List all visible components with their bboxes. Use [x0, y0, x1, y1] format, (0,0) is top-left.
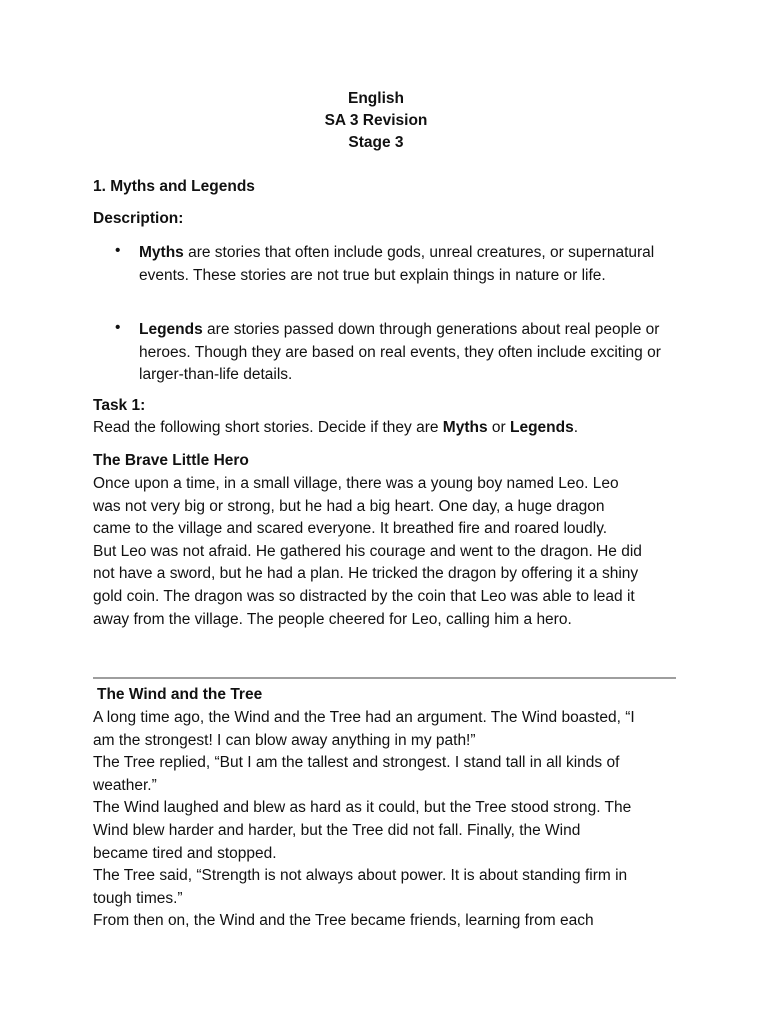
bullet-icon: •	[115, 319, 121, 336]
story-line: But Leo was not afraid. He gathered his courage and went to the dragon. He did	[93, 542, 642, 560]
legends-definition: are stories passed down through generations about real people or heroes. Though they are based on real events, they often include exciting or larger-than-life details.	[139, 321, 661, 384]
story-line: gold coin. The dragon was so distracted by the coin that Leo was able to lead it	[93, 587, 635, 605]
story-line: The Tree replied, “But I am the tallest and strongest. I stand tall in all kinds of	[93, 754, 620, 772]
term-myths: Myths	[139, 244, 184, 261]
or-text: or	[487, 419, 510, 436]
page-header	[226, 88, 526, 154]
story-line: From then on, the Wind and the Tree became friends, learning from each	[93, 912, 594, 930]
myths-keyword: Myths	[442, 419, 488, 436]
period-text: .	[573, 419, 579, 436]
story-line: not have a sword, but he had a plan. He tricked the dragon by offering it a shiny	[93, 565, 639, 583]
description-label: Description:	[93, 210, 184, 227]
story-line: Wind blew harder and harder, but the Tree did not fall. Finally, the Wind	[93, 821, 581, 839]
stage-title: Stage 3	[348, 134, 404, 151]
story-line: A long time ago, the Wind and the Tree had an argument. The Wind boasted, “I	[93, 709, 635, 726]
subject-title: English	[348, 90, 404, 107]
story-line: weather.”	[93, 776, 157, 794]
story-line: The Wind laughed and blew as hard as it could, but the Tree stood strong. The	[93, 799, 632, 817]
story-line: tough times.”	[93, 889, 183, 907]
bullet-icon: •	[115, 242, 121, 259]
term-legends: Legends	[139, 321, 203, 338]
story-title: The Brave Little Hero	[93, 452, 249, 469]
myths-definition: are stories that often include gods, unreal creatures, or supernatural events. These stories are not true but explain things in nature or life.	[139, 244, 655, 284]
story-line: came to the village and scared everyone. It breathed fire and roared loudly.	[93, 520, 608, 538]
story-body	[93, 707, 683, 933]
section-heading: 1. Myths and Legends	[93, 178, 255, 195]
story-line: am the strongest! I can blow away anything in my path!”	[93, 731, 476, 749]
section-divider	[93, 677, 676, 679]
story-line: The Tree said, “Strength is not always about power. It is about standing firm in	[93, 867, 628, 885]
story-line: was not very big or strong, but he had a big heart. One day, a huge dragon	[93, 497, 605, 515]
revision-title: SA 3 Revision	[324, 112, 428, 129]
task-label: Task 1:	[93, 397, 146, 414]
story-title: The Wind and the Tree	[97, 686, 263, 703]
legends-keyword: Legends	[510, 419, 574, 436]
story-body	[93, 473, 683, 631]
story-line: away from the village. The people cheered for Leo, calling him a hero.	[93, 610, 572, 628]
definition-list	[93, 242, 683, 387]
story-line: Once upon a time, in a small village, there was a young boy named Leo. Leo	[93, 475, 619, 492]
instruction-text: Read the following short stories. Decide if they are	[93, 419, 443, 436]
story-line: became tired and stopped.	[93, 844, 277, 862]
task-instruction	[93, 419, 683, 437]
